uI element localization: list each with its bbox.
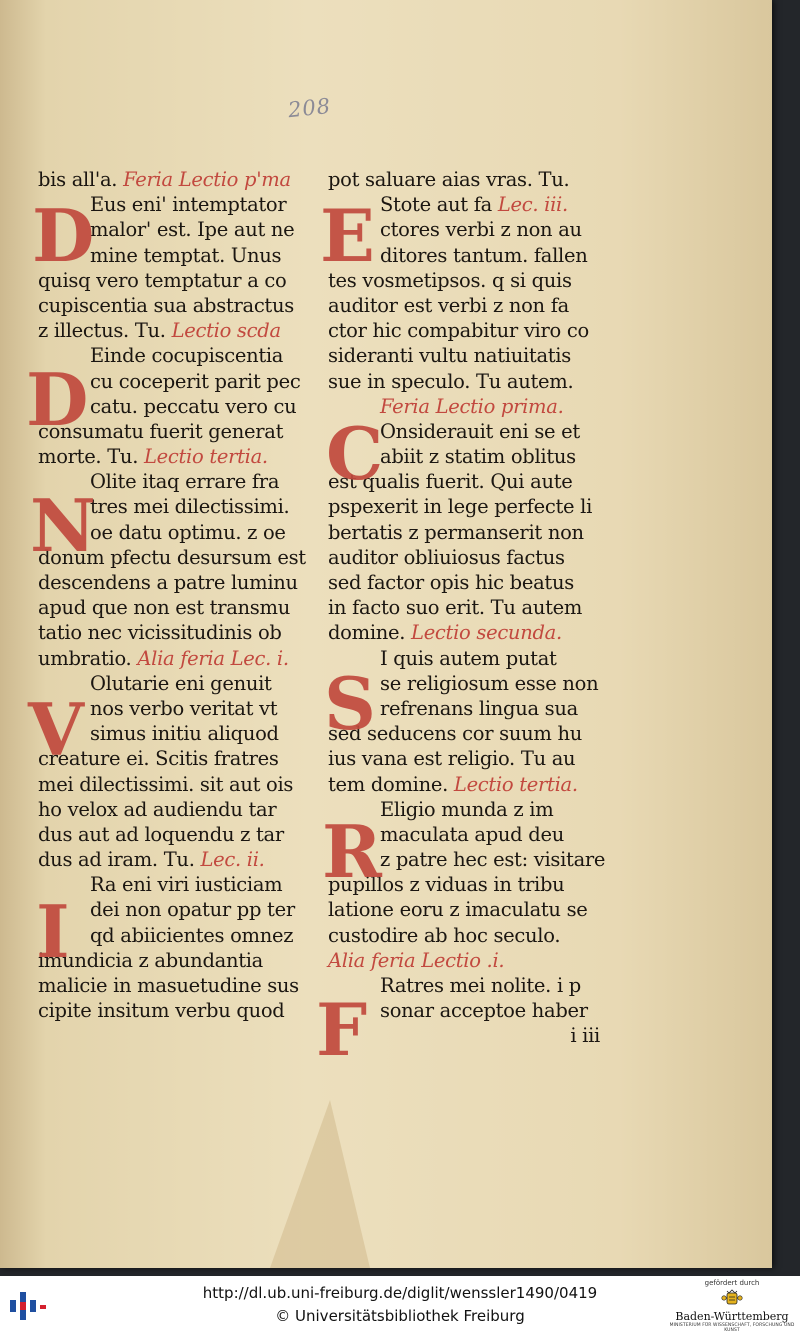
line-text: ctores verbi z non au xyxy=(380,218,582,242)
text-line xyxy=(38,847,310,872)
line-text: tem domine. xyxy=(328,772,454,796)
line-text: i iii xyxy=(570,1024,600,1048)
line-text: Einde cocupiscentia xyxy=(90,344,284,368)
page-tear-mark xyxy=(270,1100,370,1268)
line-text: auditor est verbi z non fa xyxy=(328,293,569,317)
crest-icon xyxy=(721,1289,743,1305)
text-line xyxy=(328,520,600,545)
line-text: quisq vero temptatur a co xyxy=(38,268,287,292)
line-text: cipite insitum verbu quod xyxy=(38,999,285,1023)
text-line xyxy=(328,494,600,519)
text-line xyxy=(328,1023,600,1048)
line-text: sue in speculo. Tu autem. xyxy=(328,369,574,393)
rubric-text: Feria Lectio p'ma xyxy=(123,168,291,191)
line-text: pot saluare aias vras. Tu. xyxy=(328,168,570,191)
line-text: tres mei dilectissimi. xyxy=(90,495,290,519)
sponsor-prefix: gefördert durch xyxy=(704,1279,760,1287)
line-text: I quis autem putat xyxy=(380,646,557,670)
rubric-text: Lectio tertia. xyxy=(453,772,578,796)
text-line xyxy=(38,948,310,973)
line-text: sed seducens cor suum hu xyxy=(328,722,582,746)
line-text: Eus eni' intemptator xyxy=(90,193,287,217)
text-line xyxy=(38,897,310,922)
text-line xyxy=(328,998,600,1023)
line-text: descendens a patre luminu xyxy=(38,571,298,594)
line-text: ho velox ad audiendu tar xyxy=(38,797,277,821)
line-text: imundicia z abundantia xyxy=(38,948,264,972)
line-text: est qualis fuerit. Qui aute xyxy=(328,470,573,494)
text-line xyxy=(38,772,310,797)
text-line xyxy=(328,369,600,394)
line-text: nos verbo veritat vt xyxy=(90,696,278,720)
text-line xyxy=(38,822,310,847)
line-text: simus initiu aliquod xyxy=(90,722,279,746)
line-text: tes vosmetipsos. q si quis xyxy=(328,268,572,292)
text-line xyxy=(38,923,310,948)
line-text: cu coceperit parit pec xyxy=(90,369,301,393)
sponsor-subtitle: MINISTERIUM FÜR WISSENSCHAFT, FORSCHUNG UND KUNST xyxy=(669,1323,795,1333)
line-text: Ra eni viri iusticiam xyxy=(90,873,283,897)
line-text: mei dilectissimi. sit aut ois xyxy=(38,772,294,796)
text-line xyxy=(38,646,310,671)
text-line xyxy=(38,318,310,343)
line-text: custodire ab hoc seculo. xyxy=(328,923,561,947)
initial-letter: C xyxy=(326,411,384,496)
text-line xyxy=(328,570,600,595)
initial-letter: D xyxy=(32,193,95,278)
line-text: maculata apud deu xyxy=(380,822,564,846)
line-text: qd abiicientes omnez xyxy=(90,923,294,947)
text-line xyxy=(328,772,600,797)
line-text: Stote aut fa xyxy=(380,193,498,217)
rubric-text: Feria Lectio prima. xyxy=(380,394,564,418)
initial-letter: V xyxy=(28,687,84,772)
text-line xyxy=(38,620,310,645)
text-line xyxy=(328,923,600,948)
text-line xyxy=(328,973,600,998)
line-text: creature ei. Scitis fratres xyxy=(38,747,279,771)
text-line xyxy=(328,620,600,645)
text-column-right xyxy=(328,167,606,1049)
text-line xyxy=(328,897,600,922)
line-text: ius vana est religio. Tu au xyxy=(328,747,576,771)
text-column-left xyxy=(38,167,310,1023)
text-line xyxy=(38,797,310,822)
line-text: bis all'a. xyxy=(38,168,124,191)
line-text: catu. peccatu vero cu xyxy=(90,394,297,418)
line-text: z patre hec est: visitare xyxy=(380,848,606,872)
sponsor-name: Baden-Württemberg xyxy=(675,1310,789,1323)
rubric-text: Lectio scda xyxy=(171,319,281,343)
line-text: consumatu fuerit generat xyxy=(38,419,284,443)
line-text: Olutarie eni genuit xyxy=(90,671,272,695)
line-text: latione eoru z imaculatu se xyxy=(328,898,588,922)
line-text: bertatis z permanserit non xyxy=(328,520,584,544)
line-text: mine temptat. Unus xyxy=(90,243,282,267)
line-text: tatio nec vicissitudinis ob xyxy=(38,621,282,645)
line-text: ditores tantum. fallen xyxy=(380,243,588,267)
line-text: ctor hic compabitur viro co xyxy=(328,319,589,343)
footer-bar xyxy=(0,1276,800,1334)
text-line xyxy=(38,570,310,595)
text-line xyxy=(38,293,310,318)
text-line xyxy=(38,444,310,469)
sponsor-logo[interactable] xyxy=(668,1276,796,1334)
line-text: cupiscentia sua abstractus xyxy=(38,293,294,317)
rubric-text: Alia feria Lectio .i. xyxy=(328,948,505,972)
copyright-text: © Universitätsbibliothek Freiburg xyxy=(275,1307,525,1325)
line-text: se religiosum esse non xyxy=(380,671,599,695)
rubric-text: Lec. ii. xyxy=(200,848,265,872)
line-text: sideranti vultu natiuitatis xyxy=(328,344,571,368)
line-text: sonar acceptoe haber xyxy=(380,999,588,1023)
line-text: auditor obliuiosus factus xyxy=(328,545,565,569)
permalink-url[interactable]: http://dl.ub.uni-freiburg.de/diglit/wenssler1490/0419 xyxy=(202,1284,598,1302)
line-text: malicie in masuetudine sus xyxy=(38,974,299,997)
line-text: abiit z statim oblitus xyxy=(380,445,576,469)
text-line xyxy=(38,595,310,620)
initial-letter: D xyxy=(26,357,89,442)
line-text: donum pfectu desursum est xyxy=(38,545,306,569)
rubric-text: Alia feria Lec. i. xyxy=(137,646,289,670)
text-line xyxy=(328,343,600,368)
rubric-text: Lec. iii. xyxy=(497,193,568,217)
line-text: sed factor opis hic beatus xyxy=(328,571,574,594)
text-line xyxy=(328,595,600,620)
text-line xyxy=(328,545,600,570)
line-text: domine. xyxy=(328,621,412,645)
line-text: Onsiderauit eni se et xyxy=(380,419,580,443)
text-line xyxy=(38,998,310,1023)
line-text: refrenans lingua sua xyxy=(380,696,578,720)
initial-letter: I xyxy=(36,889,70,974)
line-text: oe datu optimu. z oe xyxy=(90,520,286,544)
line-text: umbratio. xyxy=(38,646,138,670)
text-line xyxy=(328,746,600,771)
text-line xyxy=(38,872,310,897)
line-text: dei non opatur pp ter xyxy=(90,898,295,922)
initial-letter: R xyxy=(322,809,382,894)
line-text: apud que non est transmu xyxy=(38,596,290,620)
rubric-text: Lectio secunda. xyxy=(411,621,562,645)
line-text: Eligio munda z im xyxy=(380,797,554,821)
initial-letter: F xyxy=(316,987,368,1072)
text-line xyxy=(328,167,600,192)
text-line xyxy=(38,167,310,192)
initial-letter: N xyxy=(30,483,96,568)
rubric-text: Lectio tertia. xyxy=(144,445,268,469)
line-text: dus ad iram. Tu. xyxy=(38,848,201,872)
line-text: morte. Tu. xyxy=(38,445,144,469)
line-text: z illectus. Tu. xyxy=(38,319,172,343)
text-line xyxy=(328,948,600,973)
text-line xyxy=(328,318,600,343)
line-text: pupillos z viduas in tribu xyxy=(328,873,565,897)
line-text: dus aut ad loquendu z tar xyxy=(38,822,284,846)
initial-letter: S xyxy=(324,661,376,746)
line-text: Ratres mei nolite. i p xyxy=(380,974,581,997)
line-text: Olite itaq errare fra xyxy=(90,470,280,494)
initial-letter: E xyxy=(320,193,375,278)
folio-number: 208 xyxy=(286,93,333,123)
line-text: in facto suo erit. Tu autem xyxy=(328,596,583,620)
text-line xyxy=(38,973,310,998)
line-text: malor' est. Ipe aut ne xyxy=(90,218,295,242)
line-text: pspexerit in lege perfecte li xyxy=(328,495,593,519)
text-line xyxy=(328,293,600,318)
